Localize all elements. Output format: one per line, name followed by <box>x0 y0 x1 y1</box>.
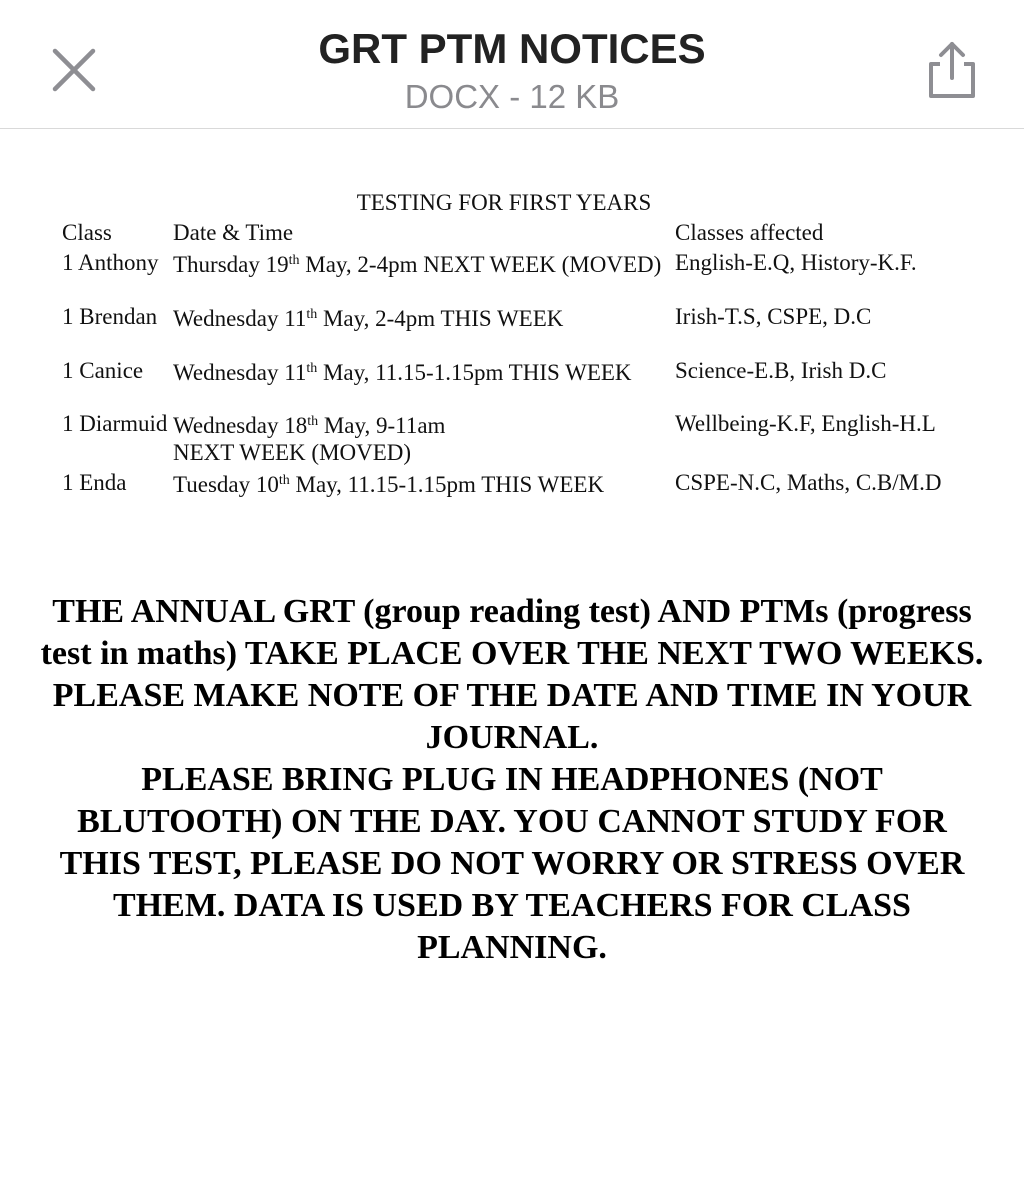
table-row-date-time-continued: NEXT WEEK (MOVED) <box>173 440 412 465</box>
table-row-class: 1 Enda <box>62 470 127 495</box>
column-header-date-time: Date & Time <box>173 220 294 245</box>
table-row-date-time: Thursday 19th May, 2-4pm NEXT WEEK (MOVED) <box>173 252 662 277</box>
table-row-classes-affected: English-E.Q, History-K.F. <box>675 250 917 275</box>
table-row-date-time: Wednesday 18th May, 9-11am <box>173 413 446 438</box>
table-row-class: 1 Brendan <box>62 304 158 329</box>
column-header-classes-affected: Classes affected <box>675 220 824 245</box>
document-header <box>0 0 1024 129</box>
notice-paragraph: THE ANNUAL GRT (group reading test) AND PTMs (progress test in maths) TAKE PLACE OVER THE NEXT TWO WEEKS. PLEASE MAKE NOTE OF THE DATE AND TIME IN YOUR JOURNAL. <box>40 593 984 756</box>
document-heading: TESTING FOR FIRST YEARS <box>356 190 652 215</box>
table-row-date-time: Tuesday 10th May, 11.15-1.15pm THIS WEEK <box>173 472 605 497</box>
share-icon <box>918 38 982 102</box>
table-row-class: 1 Anthony <box>62 250 159 275</box>
table-row-date-time: Wednesday 11th May, 11.15-1.15pm THIS WEEK <box>173 360 632 385</box>
table-row-classes-affected: Irish-T.S, CSPE, D.C <box>675 304 872 329</box>
table-row-class: 1 Diarmuid <box>62 411 168 436</box>
share-button[interactable] <box>918 38 982 102</box>
table-row-classes-affected: CSPE-N.C, Maths, C.B/M.D <box>675 470 942 495</box>
notice-paragraph: PLEASE BRING PLUG IN HEADPHONES (NOT BLUTOOTH) ON THE DAY. YOU CANNOT STUDY FOR THIS TEST, PLEASE DO NOT WORRY OR STRESS OVER THEM. DATA IS USED BY TEACHERS FOR CLASS PLANNING. <box>59 761 965 966</box>
file-info: DOCX - 12 KB <box>404 78 620 115</box>
column-header-class: Class <box>62 220 112 245</box>
table-row-date-time: Wednesday 11th May, 2-4pm THIS WEEK <box>173 306 564 331</box>
table-row-class: 1 Canice <box>62 358 144 383</box>
table-row-classes-affected: Science-E.B, Irish D.C <box>675 358 887 383</box>
notice-text <box>40 591 984 969</box>
document-title: GRT PTM NOTICES <box>318 25 706 72</box>
table-row-classes-affected: Wellbeing-K.F, English-H.L <box>675 411 936 436</box>
